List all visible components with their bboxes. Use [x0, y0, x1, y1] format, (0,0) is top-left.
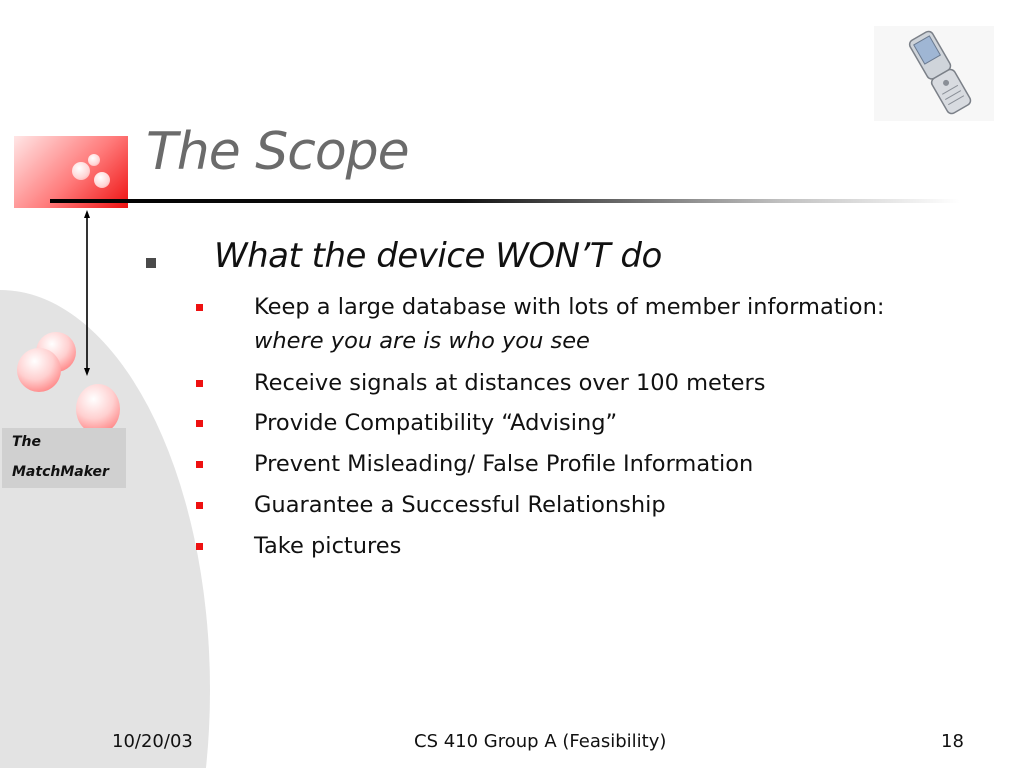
list-item-subtext: where you are is who you see — [254, 328, 590, 354]
brand-line-1: The — [12, 434, 42, 450]
title-underline — [50, 199, 960, 203]
slide-title: The Scope — [146, 122, 409, 182]
decor-circle — [17, 348, 61, 392]
decor-circle — [76, 384, 120, 434]
brand-line-2: MatchMaker — [12, 464, 109, 480]
main-bullet-text: What the device WON’T do — [214, 236, 662, 276]
footer-date: 10/20/03 — [112, 731, 193, 752]
accent-dot — [72, 162, 90, 180]
double-arrow-icon — [84, 210, 90, 376]
list-item-text: Guarantee a Successful Relationship — [254, 492, 666, 518]
red-bullet-icon — [196, 543, 203, 550]
list-item-text: Provide Compatibility “Advising” — [254, 410, 618, 436]
list-item-text: Prevent Misleading/ False Profile Information — [254, 451, 754, 477]
brand-label — [2, 428, 126, 488]
list-item-text — [254, 290, 884, 358]
red-bullet-icon — [196, 304, 203, 311]
red-bullet-icon — [196, 420, 203, 427]
footer-title: CS 410 Group A (Feasibility) — [414, 731, 667, 752]
red-bullet-icon — [196, 461, 203, 468]
title-accent-block — [14, 136, 128, 208]
square-bullet-icon — [146, 258, 156, 268]
accent-dot — [88, 154, 100, 166]
flip-phone-icon — [874, 26, 994, 121]
list-item-main: Keep a large database with lots of member information: — [254, 294, 885, 320]
footer-page-number: 18 — [941, 731, 964, 752]
red-bullet-icon — [196, 380, 203, 387]
accent-dot — [94, 172, 110, 188]
list-item-text: Take pictures — [254, 533, 402, 559]
list-item-text: Receive signals at distances over 100 meters — [254, 370, 766, 396]
red-bullet-icon — [196, 502, 203, 509]
